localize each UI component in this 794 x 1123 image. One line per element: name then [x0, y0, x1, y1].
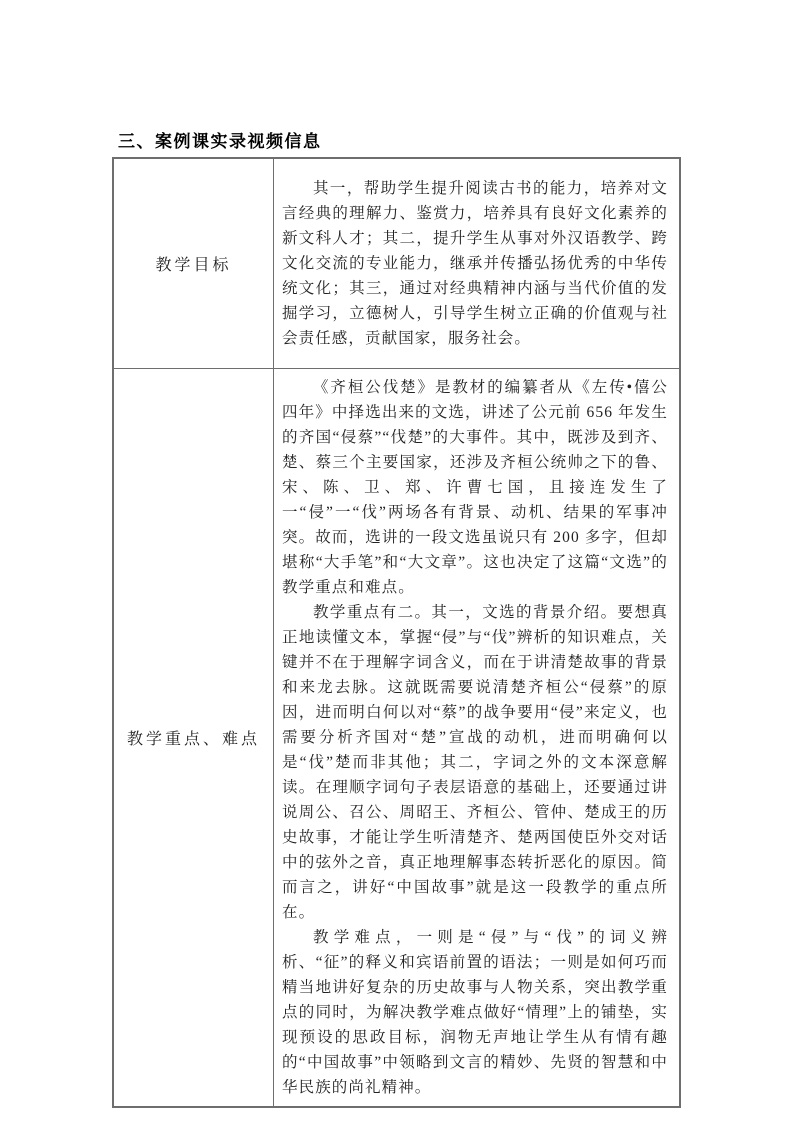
- table-row-key-difficult-points: [113, 369, 680, 1108]
- section-heading: 三、案例课实录视频信息: [118, 132, 322, 151]
- row-content-key-difficult-points: [274, 369, 681, 1108]
- paragraph-teaching-key-points: 教学重点有二。其一，文选的背景介绍。要想真正地读懂文本，掌握“侵”与“伐”辨析的知识难点，关键并不在于理解字词含义，而在于讲清楚故事的背景和来龙去脉。这就既需要说清楚齐桓公“侵蔡”的原因，进而明白何以对“蔡”的战争要用“侵”来定义，也需要分析齐国对“楚”宣战的动机，进而明确何以是“伐”楚而非其他；其二，字词之外的文本深意解读。在理顺字词句子表层语意的基础上，还要通过讲说周公、召公、周昭王、齐桓公、管仲、楚成王的历史故事，才能让学生听清楚齐、楚两国使臣外交对话中的弦外之音，真正地理解事态转折恶化的原因。简而言之，讲好“中国故事”就是这一段教学的重点所在。: [282, 604, 668, 921]
- paragraph-text-background: 《齐桓公伐楚》是教材的编纂者从《左传•僖公四年》中择选出来的文选，讲述了公元前 656 年发生的齐国“侵蔡”“伐楚”的大事件。其中，既涉及到齐、楚、蔡三个主要国家，还涉及齐桓公统帅之下的鲁、宋、陈、卫、郑、许曹七国，且接连发生了一“侵”一“伐”两场各有背景、动机、结果的军事冲突。故而，选讲的一段文选虽说只有 200 多字，但却堪称“大手笔”和“大文章”。这也决定了这篇“文选”的教学重点和难点。: [282, 379, 668, 596]
- row-label-key-difficult-points: 教学重点、难点: [113, 369, 274, 1108]
- paragraph-teaching-difficult-points: 教学难点，一则是“侵”与“伐”的词义辨析、“征”的释义和宾语前置的语法；一则是如何巧而精当地讲好复杂的历史故事与人物关系，突出教学重点的同时，为解决教学难点做好“情理”上的铺垫，实现预设的思政目标，润物无声地让学生从有情有趣的“中国故事”中领略到文言的精妙、先贤的智慧和中华民族的尚礼精神。: [282, 929, 668, 1096]
- video-info-table: [112, 157, 681, 1108]
- row-content-teaching-objectives: [274, 158, 681, 369]
- paragraph-objectives: 其一，帮助学生提升阅读古书的能力，培养对文言经典的理解力、鉴赏力，培养具有良好文化素养的新文科人才；其二，提升学生从事对外汉语教学、跨文化交流的专业能力，继承并传播弘扬优秀的中华传统文化；其三，通过对经典精神内涵与当代价值的发掘学习，立德树人，引导学生树立正确的价值观与社会责任感，贡献国家，服务社会。: [282, 180, 668, 347]
- video-info-table-body: [113, 158, 680, 1107]
- table-row-teaching-objectives: [113, 158, 680, 369]
- row-label-teaching-objectives: 教学目标: [113, 158, 274, 369]
